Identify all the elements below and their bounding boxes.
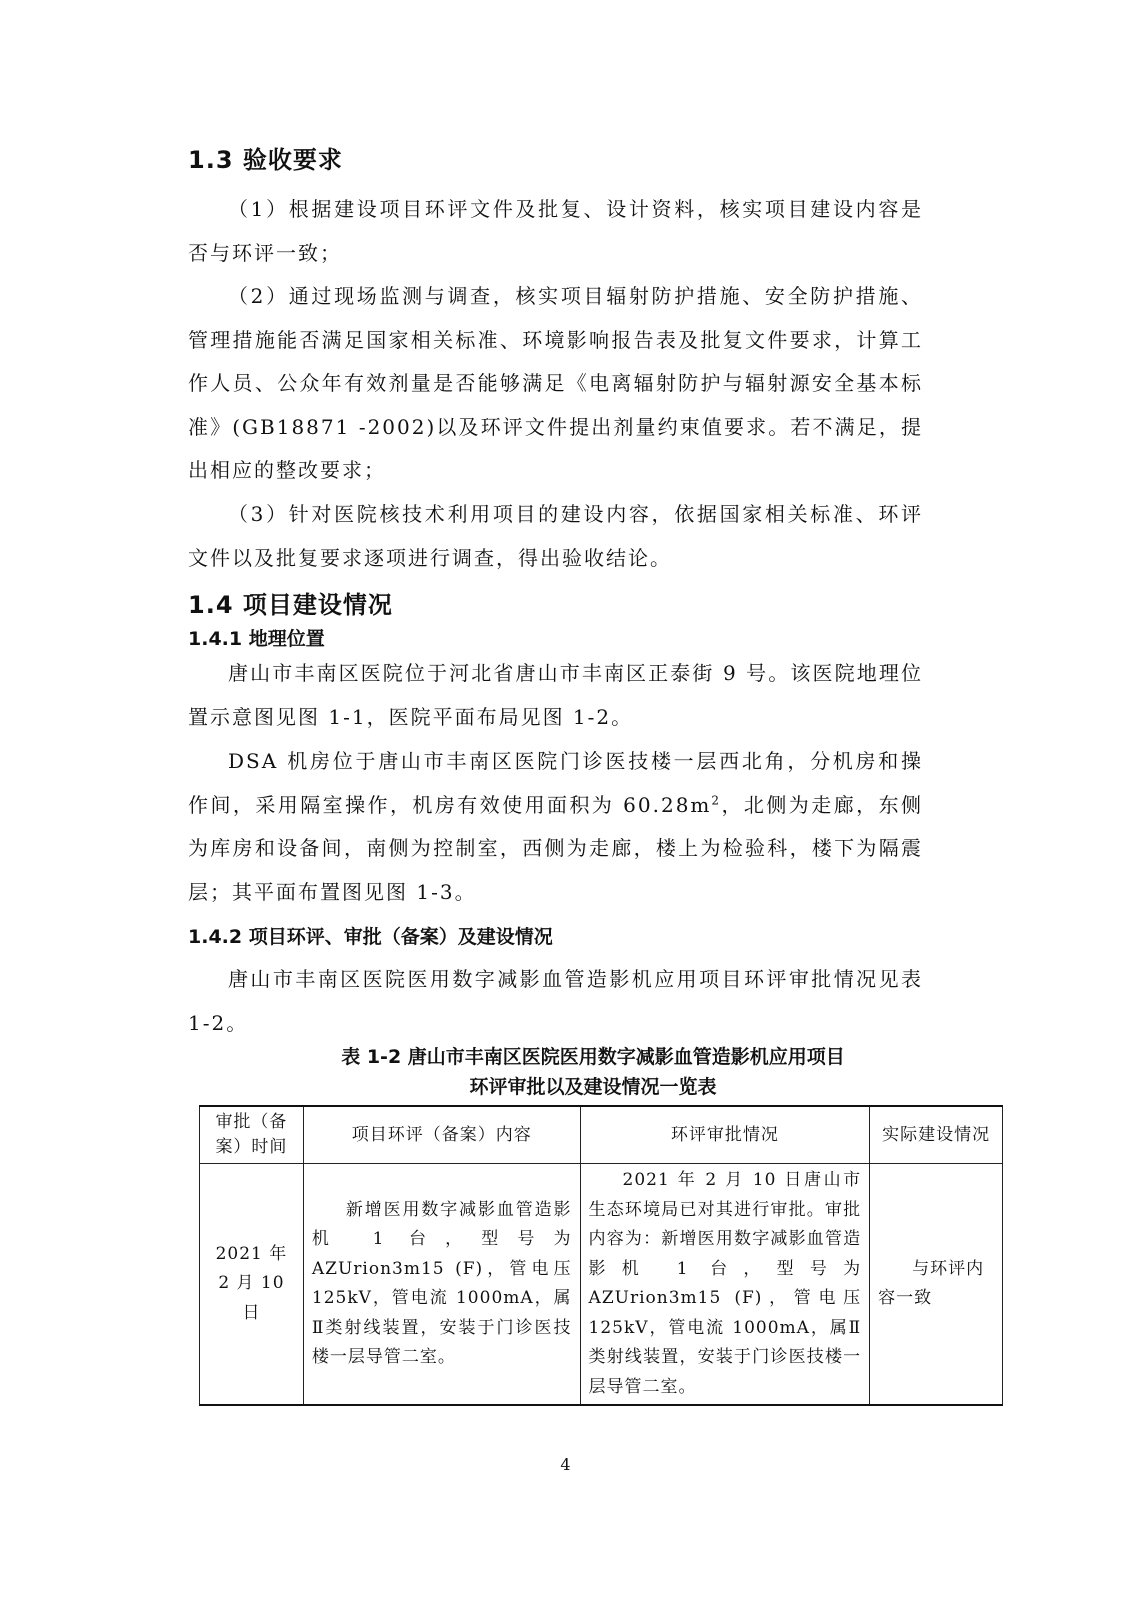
header-actual-construction: 实际建设情况 bbox=[870, 1106, 1003, 1164]
paragraph-acceptance-1: （1）根据建设项目环评文件及批复、设计资料，核实项目建设内容是否与环评一致； bbox=[188, 197, 923, 265]
subsection-heading-1-4-1: 1.4.1 地理位置 bbox=[188, 628, 325, 650]
location-text-a: DSA 机房位于唐山市丰南区医院门诊医技楼一层西北角，分机房和操作间，采用隔室操作，机房有效使用面积为 60.28m bbox=[188, 749, 923, 817]
subsection-heading-1-4-2: 1.4.2 项目环评、审批（备案）及建设情况 bbox=[188, 926, 553, 948]
cell-approval: 2021 年 2 月 10 日唐山市生态环境局已对其进行审批。审批内容为：新增医用数字减影血管造影机 1 台，型号为 AZUrion3m15 (F)，管电压 125kV，管电流 1000mA，属Ⅱ类射线装置，安装于门诊医技楼一层导管二室。 bbox=[580, 1164, 870, 1406]
paragraph-acceptance-3: （3）针对医院核技术利用项目的建设内容，依据国家相关标准、环评文件以及批复要求逐项进行调查，得出验收结论。 bbox=[188, 502, 923, 570]
table-caption-line-1: 表 1-2 唐山市丰南区医院医用数字减影血管造影机应用项目 bbox=[341, 1046, 845, 1068]
cell-content: 新增医用数字减影血管造影机 1 台，型号为 AZUrion3m15 (F)，管电压 125kV，管电流 1000mA，属Ⅱ类射线装置，安装于门诊医技楼一层导管二室。 bbox=[303, 1164, 580, 1406]
approval-table bbox=[199, 1105, 1003, 1406]
superscript-2: 2 bbox=[711, 792, 722, 807]
header-approval-status: 环评审批情况 bbox=[580, 1106, 870, 1164]
cell-date: 2021 年 2 月 10 日 bbox=[200, 1164, 304, 1406]
table-row bbox=[200, 1164, 1003, 1406]
paragraph-approval-intro: 唐山市丰南区医院医用数字减影血管造影机应用项目环评审批情况见表 1-2。 bbox=[188, 967, 923, 1035]
paragraph-location-2 bbox=[188, 740, 923, 914]
paragraph-location-1: 唐山市丰南区医院位于河北省唐山市丰南区正泰街 9 号。该医院地理位置示意图见图 1-1，医院平面布局见图 1-2。 bbox=[188, 661, 923, 729]
page-number: 4 bbox=[560, 1455, 571, 1474]
header-project-content: 项目环评（备案）内容 bbox=[303, 1106, 580, 1164]
section-heading-1-3: 1.3 验收要求 bbox=[188, 146, 343, 174]
location-text-b: ，北侧为走廊，东侧为库房和设备间，南侧为控制室，西侧为走廊，楼上为检验科，楼下为隔震层；其平面布置图见图 1-3。 bbox=[188, 792, 924, 904]
table-header-row bbox=[200, 1106, 1003, 1164]
table-caption-line-2: 环评审批以及建设情况一览表 bbox=[469, 1076, 717, 1098]
section-heading-1-4: 1.4 项目建设情况 bbox=[188, 591, 393, 619]
cell-actual: 与环评内容一致 bbox=[870, 1164, 1003, 1406]
paragraph-acceptance-2: （2）通过现场监测与调查，核实项目辐射防护措施、安全防护措施、管理措施能否满足国家相关标准、环境影响报告表及批复文件要求，计算工作人员、公众年有效剂量是否能够满足《电离辐射防护与辐射源安全基本标准》(GB18871 -2002)以及环评文件提出剂量约束值要求。若不满足，提出相应的整改要求； bbox=[188, 284, 923, 482]
header-approval-time: 审批（备案）时间 bbox=[200, 1106, 304, 1164]
